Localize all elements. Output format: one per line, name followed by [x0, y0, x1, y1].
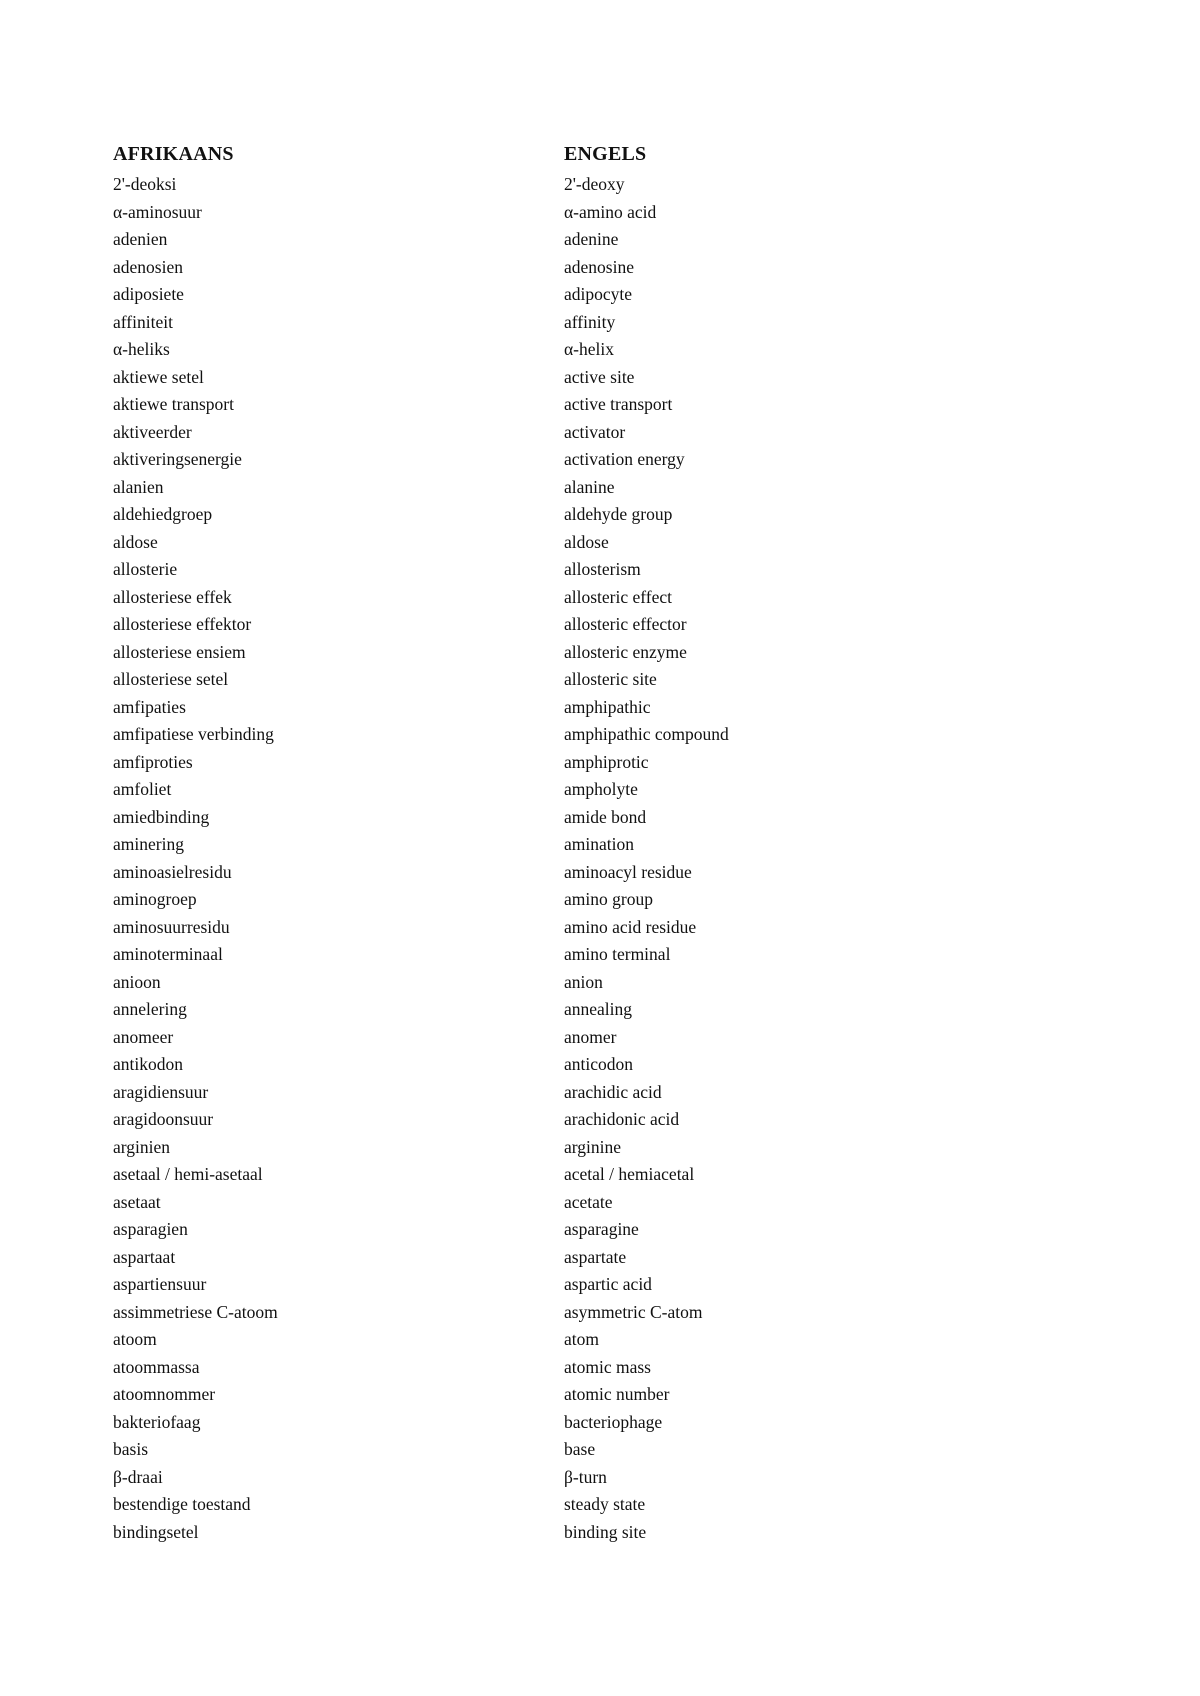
glossary-row — [113, 1081, 873, 1109]
english-term: ampholyte — [564, 779, 638, 799]
afrikaans-term: aragidoonsuur — [113, 1109, 214, 1129]
glossary-row — [113, 393, 873, 421]
english-term: atomic mass — [564, 1356, 651, 1377]
glossary-row — [113, 1163, 873, 1191]
english-term: aspartate — [564, 1246, 627, 1267]
english-term: anticodon — [564, 1054, 634, 1074]
glossary-row — [113, 1383, 873, 1411]
english-term: amino group — [564, 889, 653, 909]
afrikaans-term: adenien — [113, 229, 168, 249]
afrikaans-term: asetaal / hemi-asetaal — [113, 1164, 263, 1184]
glossary-row — [113, 1328, 873, 1356]
glossary-row — [113, 311, 873, 339]
glossary-row — [113, 1521, 873, 1549]
glossary-row — [113, 971, 873, 999]
afrikaans-term: arginien — [113, 1136, 171, 1157]
afrikaans-term: aktiveringsenergie — [113, 449, 242, 469]
afrikaans-term: bestendige toestand — [113, 1494, 251, 1514]
afrikaans-term: amfipatiese verbinding — [113, 724, 274, 744]
glossary-row — [113, 998, 873, 1026]
english-term: aspartic acid — [564, 1274, 652, 1294]
afrikaans-term: amfoliet — [113, 779, 172, 799]
english-term: asparagine — [564, 1219, 639, 1239]
afrikaans-term: 2'-deoksi — [113, 174, 177, 194]
english-term: adenine — [564, 229, 619, 249]
afrikaans-term: amiedbinding — [113, 806, 210, 827]
glossary-row — [113, 1246, 873, 1274]
english-term: aldose — [564, 531, 609, 552]
english-term: anion — [564, 971, 603, 992]
english-term: amphipathic — [564, 696, 651, 717]
glossary-row — [113, 943, 873, 971]
english-term: binding site — [564, 1521, 647, 1542]
english-term: adenosine — [564, 256, 634, 277]
afrikaans-term: allosterie — [113, 559, 178, 579]
english-term: annealing — [564, 999, 633, 1019]
english-term: allosteric site — [564, 669, 657, 689]
glossary-row — [113, 173, 873, 201]
afrikaans-term: atoommassa — [113, 1356, 200, 1377]
english-term: atom — [564, 1329, 599, 1349]
glossary-row — [113, 586, 873, 614]
afrikaans-term: allosteriese effektor — [113, 614, 252, 634]
glossary-row — [113, 228, 873, 256]
english-term: arginine — [564, 1136, 622, 1157]
header-english: ENGELS — [564, 143, 647, 165]
glossary-row — [113, 778, 873, 806]
header-afrikaans: AFRIKAANS — [113, 143, 234, 165]
glossary-table — [113, 143, 873, 1548]
afrikaans-term: atoomnommer — [113, 1384, 216, 1404]
afrikaans-term: adiposiete — [113, 284, 184, 304]
afrikaans-term: atoom — [113, 1329, 157, 1349]
afrikaans-term: α-aminosuur — [113, 201, 202, 222]
afrikaans-term: aminering — [113, 834, 184, 854]
afrikaans-term: annelering — [113, 999, 187, 1019]
glossary-row — [113, 1191, 873, 1219]
afrikaans-term: aminoterminaal — [113, 944, 223, 964]
afrikaans-term: aktiewe transport — [113, 394, 234, 414]
afrikaans-term: aktiveerder — [113, 421, 192, 442]
glossary-row — [113, 503, 873, 531]
english-term: base — [564, 1439, 596, 1459]
glossary-row — [113, 1026, 873, 1054]
glossary-row — [113, 283, 873, 311]
english-term: amphiprotic — [564, 751, 649, 772]
afrikaans-term: anioon — [113, 971, 161, 992]
english-term: affinity — [564, 311, 616, 332]
afrikaans-term: adenosien — [113, 256, 183, 277]
afrikaans-term: aspartaat — [113, 1246, 176, 1267]
afrikaans-term: β-draai — [113, 1466, 163, 1487]
english-term: aminoacyl residue — [564, 861, 692, 882]
afrikaans-term: aspartiensuur — [113, 1274, 207, 1294]
english-term: allosteric effector — [564, 614, 687, 634]
glossary-row — [113, 1301, 873, 1329]
english-term: adipocyte — [564, 284, 633, 304]
glossary-row — [113, 1218, 873, 1246]
afrikaans-term: asetaat — [113, 1191, 161, 1212]
english-term: amino terminal — [564, 944, 671, 964]
afrikaans-term: aldehiedgroep — [113, 504, 213, 524]
english-term: allosterism — [564, 559, 641, 579]
afrikaans-term: bindingsetel — [113, 1521, 199, 1542]
afrikaans-term: amfiproties — [113, 751, 193, 772]
english-term: amide bond — [564, 806, 647, 827]
afrikaans-term: assimmetriese C-atoom — [113, 1301, 278, 1322]
glossary-header-row — [113, 143, 873, 173]
afrikaans-term: affiniteit — [113, 311, 173, 332]
english-term: activation energy — [564, 449, 685, 469]
glossary-row — [113, 1438, 873, 1466]
english-term: amphipathic compound — [564, 724, 729, 744]
english-term: arachidic acid — [564, 1081, 662, 1102]
glossary-row — [113, 723, 873, 751]
glossary-row — [113, 256, 873, 284]
english-term: acetal / hemiacetal — [564, 1164, 695, 1184]
glossary-row — [113, 1053, 873, 1081]
english-term: aldehyde group — [564, 504, 673, 524]
english-term: 2'-deoxy — [564, 174, 625, 194]
afrikaans-term: aminogroep — [113, 889, 197, 909]
english-term: activator — [564, 421, 626, 442]
glossary-row — [113, 476, 873, 504]
glossary-row — [113, 613, 873, 641]
afrikaans-term: α-heliks — [113, 339, 170, 359]
glossary-row — [113, 338, 873, 366]
english-term: asymmetric C-atom — [564, 1301, 703, 1322]
afrikaans-term: asparagien — [113, 1219, 188, 1239]
glossary-row — [113, 1466, 873, 1494]
glossary-row — [113, 861, 873, 889]
english-term: acetate — [564, 1191, 613, 1212]
english-term: β-turn — [564, 1466, 607, 1487]
glossary-row — [113, 531, 873, 559]
glossary-row — [113, 751, 873, 779]
afrikaans-term: allosteriese effek — [113, 586, 232, 607]
afrikaans-term: amfipaties — [113, 696, 186, 717]
glossary-row — [113, 421, 873, 449]
english-term: allosteric enzyme — [564, 641, 687, 662]
english-term: anomer — [564, 1026, 617, 1047]
afrikaans-term: bakteriofaag — [113, 1411, 201, 1432]
english-term: allosteric effect — [564, 586, 673, 607]
glossary-row — [113, 1493, 873, 1521]
afrikaans-term: allosteriese setel — [113, 669, 229, 689]
glossary-row — [113, 1108, 873, 1136]
afrikaans-term: antikodon — [113, 1054, 183, 1074]
english-term: steady state — [564, 1494, 646, 1514]
english-term: bacteriophage — [564, 1411, 663, 1432]
english-term: amino acid residue — [564, 916, 697, 937]
afrikaans-term: aktiewe setel — [113, 366, 204, 387]
glossary-row — [113, 641, 873, 669]
glossary-row — [113, 668, 873, 696]
afrikaans-term: basis — [113, 1439, 148, 1459]
afrikaans-term: aminosuurresidu — [113, 916, 230, 937]
glossary-row — [113, 1411, 873, 1439]
glossary-row — [113, 448, 873, 476]
glossary-row — [113, 696, 873, 724]
english-term: alanine — [564, 476, 615, 497]
glossary-row — [113, 201, 873, 229]
afrikaans-term: aragidiensuur — [113, 1081, 209, 1102]
english-term: α-amino acid — [564, 201, 657, 222]
afrikaans-term: aminoasielresidu — [113, 861, 232, 882]
glossary-entries — [113, 173, 873, 1548]
english-term: α-helix — [564, 339, 614, 359]
afrikaans-term: aldose — [113, 531, 158, 552]
afrikaans-term: allosteriese ensiem — [113, 641, 246, 662]
afrikaans-term: anomeer — [113, 1026, 174, 1047]
glossary-row — [113, 1356, 873, 1384]
english-term: amination — [564, 834, 634, 854]
english-term: atomic number — [564, 1384, 670, 1404]
afrikaans-term: alanien — [113, 476, 164, 497]
english-term: active site — [564, 366, 635, 387]
glossary-row — [113, 366, 873, 394]
glossary-row — [113, 916, 873, 944]
english-term: arachidonic acid — [564, 1109, 680, 1129]
glossary-row — [113, 1136, 873, 1164]
english-term: active transport — [564, 394, 673, 414]
glossary-row — [113, 806, 873, 834]
glossary-row — [113, 833, 873, 861]
glossary-row — [113, 888, 873, 916]
glossary-row — [113, 1273, 873, 1301]
glossary-row — [113, 558, 873, 586]
